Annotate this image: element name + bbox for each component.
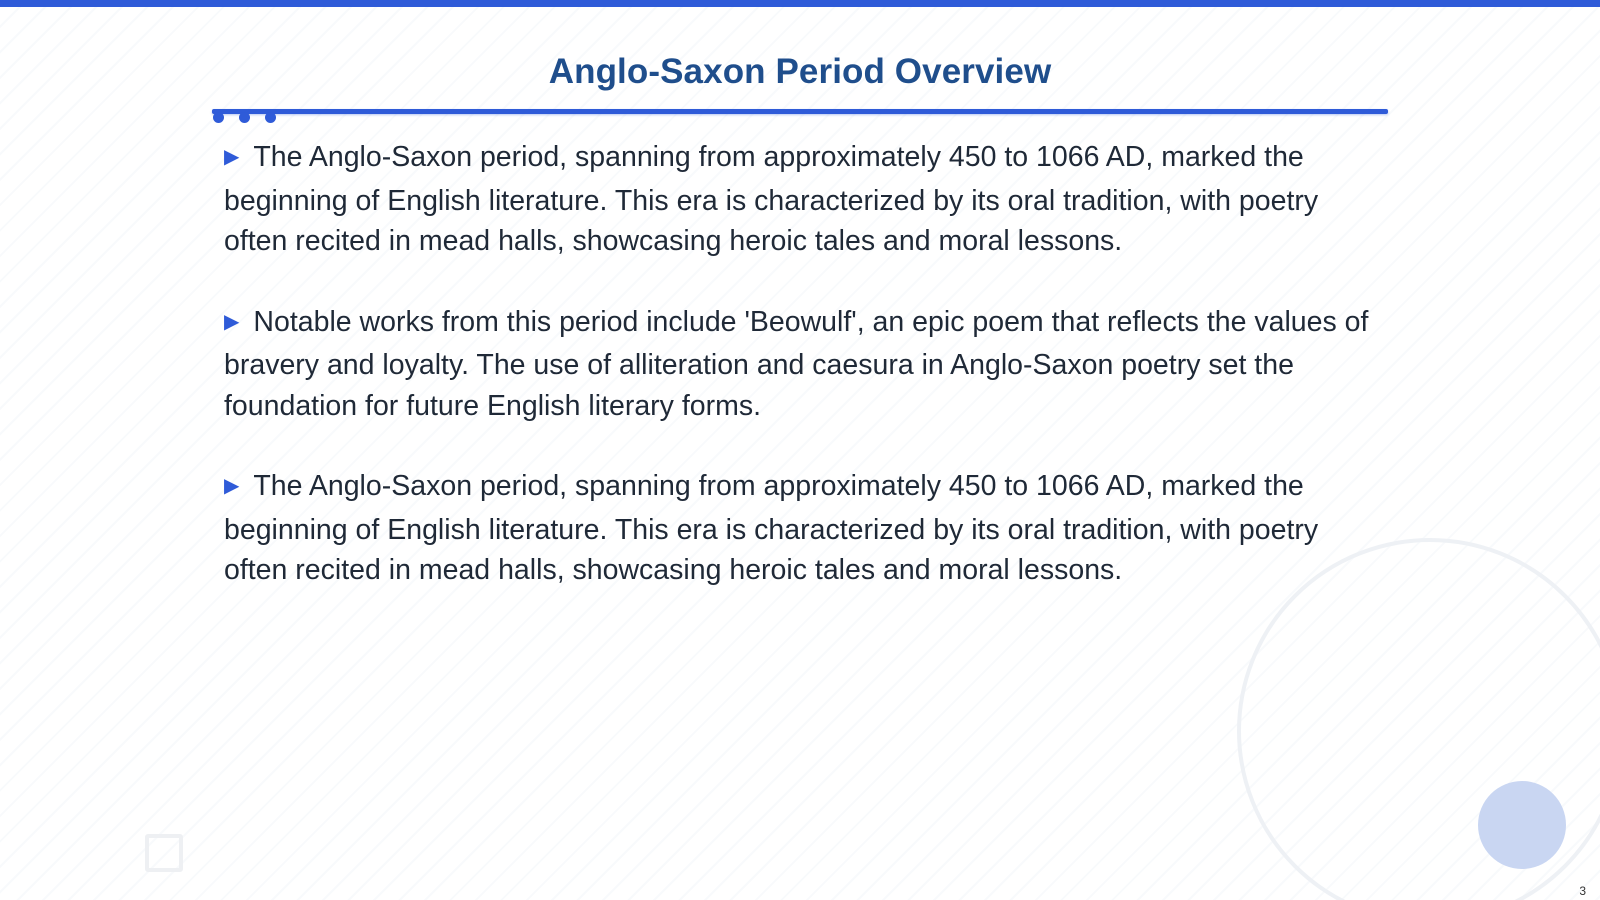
decorative-dot bbox=[265, 112, 276, 123]
bullet-text: Notable works from this period include 'Beowulf', an epic poem that reflects the values of bravery and loyalty. The use of alliteration and caesura in Anglo-Saxon poetry set the foundation for future English literary forms. bbox=[224, 305, 1369, 422]
triangle-right-icon: ▶ bbox=[224, 310, 240, 333]
top-accent-bar bbox=[0, 0, 1600, 7]
bullet-item bbox=[224, 466, 1372, 591]
slide-title: Anglo-Saxon Period Overview bbox=[548, 52, 1052, 91]
decorative-dot bbox=[239, 112, 250, 123]
bullet-item bbox=[224, 302, 1372, 427]
decorative-dot bbox=[213, 112, 224, 123]
decorative-circle-filled bbox=[1478, 781, 1566, 869]
bullet-list bbox=[224, 137, 1372, 631]
page-number: 3 bbox=[1579, 884, 1586, 898]
triangle-right-icon: ▶ bbox=[224, 475, 240, 497]
bullet-item bbox=[224, 137, 1372, 262]
bullet-text: The Anglo-Saxon period, spanning from approximately 450 to 1066 AD, marked the beginning of English literature. This era is characterized by its oral tradition, with poetry often recited in mead halls, showcasing heroic tales and moral lessons. bbox=[224, 141, 1319, 257]
triangle-right-icon: ▶ bbox=[224, 146, 240, 168]
title-underline bbox=[212, 109, 1388, 114]
bullet-text: The Anglo-Saxon period, spanning from approximately 450 to 1066 AD, marked the beginning of English literature. This era is characterized by its oral tradition, with poetry often recited in mead halls, showcasing heroic tales and moral lessons. bbox=[224, 470, 1319, 586]
decorative-square bbox=[145, 834, 183, 872]
